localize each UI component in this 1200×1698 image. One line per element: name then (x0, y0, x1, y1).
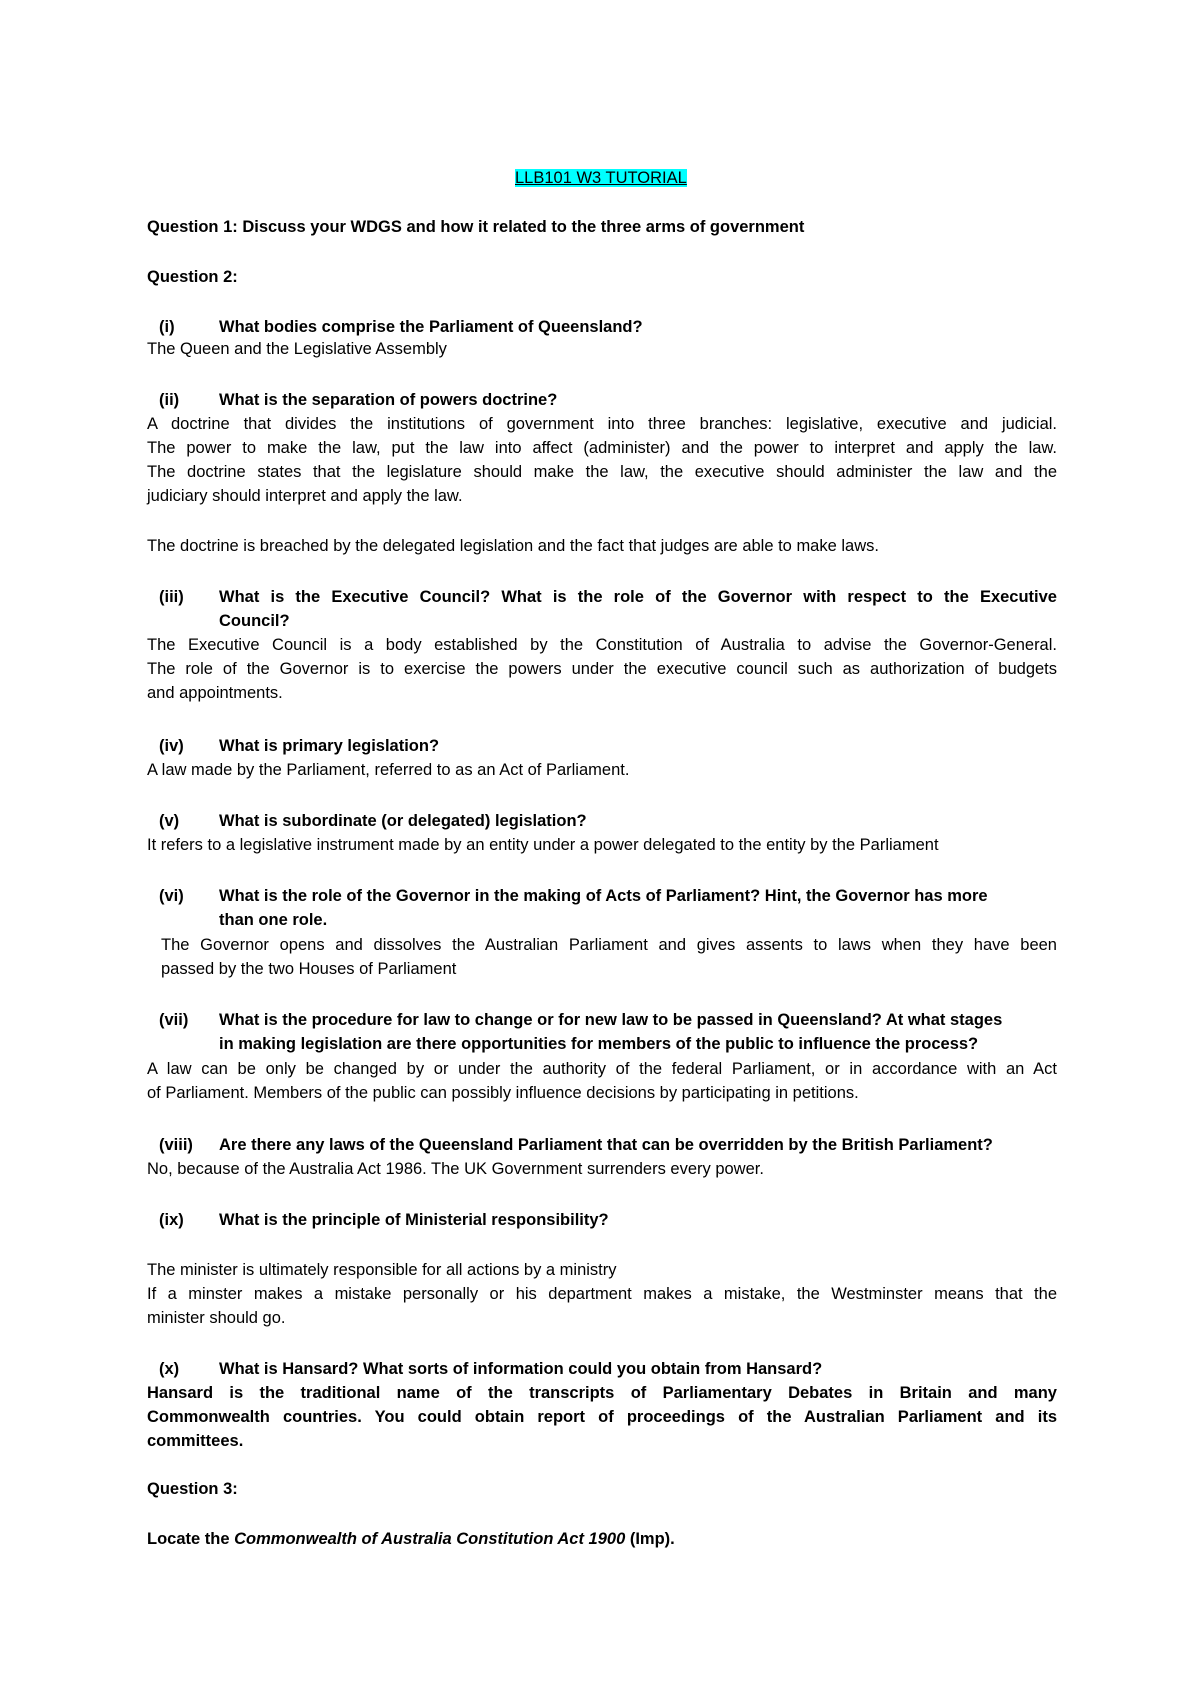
item-answer: The role of the Governor is to exercise the powers under the executive council such as authorization of budgets (147, 660, 1057, 678)
item-answer: committees. (147, 1432, 244, 1450)
page-title (515, 167, 687, 189)
item-answer: judiciary should interpret and apply the law. (147, 487, 463, 505)
item-answer: minister should go. (147, 1309, 286, 1327)
item-question: What is the procedure for law to change or for new law to be passed in Queensland? At what stages (219, 1011, 1003, 1029)
question-2-heading: Question 2: (147, 268, 238, 286)
item-answer: A law made by the Parliament, referred to as an Act of Parliament. (147, 761, 630, 779)
item-question: Council? (219, 612, 290, 630)
item-answer: The doctrine states that the legislature should make the law, the executive should administer the law and the (147, 463, 1057, 481)
item-answer: The power to make the law, put the law into affect (administer) and the power to interpret and apply the law. (147, 439, 1057, 457)
item-answer: The Governor opens and dissolves the Australian Parliament and gives assents to laws when they have been (161, 936, 1057, 954)
item-number: (vi) (159, 887, 184, 905)
item-answer: The Queen and the Legislative Assembly (147, 340, 447, 358)
item-question: What is primary legislation? (219, 737, 440, 755)
item-answer: and appointments. (147, 684, 283, 702)
item-answer: The doctrine is breached by the delegated legislation and the fact that judges are able to make laws. (147, 537, 879, 555)
item-question: Are there any laws of the Queensland Parliament that can be overridden by the British Parliament? (219, 1136, 993, 1154)
item-number: (ii) (159, 391, 180, 409)
item-question: What is the separation of powers doctrine? (219, 391, 558, 409)
title-highlight: LLB101 W3 TUTORIAL (515, 169, 687, 187)
item-answer: Commonwealth countries. You could obtain report of proceedings of the Australian Parliament and its (147, 1408, 1057, 1426)
item-answer: passed by the two Houses of Parliament (161, 960, 457, 978)
document-page (147, 0, 1057, 1698)
item-question: What is the role of the Governor in the making of Acts of Parliament? Hint, the Governor has more (219, 887, 988, 905)
q3-act-title: Commonwealth of Australia Constitution Act 1900 (234, 1530, 626, 1548)
question-1: Question 1: Discuss your WDGS and how it related to the three arms of government (147, 218, 805, 236)
item-answer: If a minster makes a mistake personally or his department makes a mistake, the Westminster means that the (147, 1285, 1057, 1303)
q3-text-post: (Imp). (625, 1530, 675, 1548)
item-question: What is subordinate (or delegated) legislation? (219, 812, 587, 830)
item-question: What is the principle of Ministerial responsibility? (219, 1211, 609, 1229)
item-number: (viii) (159, 1136, 193, 1154)
question-3-text (147, 1528, 675, 1550)
item-question: What bodies comprise the Parliament of Queensland? (219, 318, 643, 336)
item-answer: Hansard is the traditional name of the transcripts of Parliamentary Debates in Britain and many (147, 1384, 1057, 1402)
question-3-heading: Question 3: (147, 1480, 238, 1498)
item-number: (vii) (159, 1011, 189, 1029)
item-answer: A doctrine that divides the institutions of government into three branches: legislative, executive and judicial. (147, 415, 1057, 433)
item-number: (i) (159, 318, 175, 336)
item-question: What is Hansard? What sorts of information could you obtain from Hansard? (219, 1360, 823, 1378)
item-answer: It refers to a legislative instrument made by an entity under a power delegated to the entity by the Parliament (147, 836, 939, 854)
item-number: (iv) (159, 737, 184, 755)
item-answer: No, because of the Australia Act 1986. The UK Government surrenders every power. (147, 1160, 764, 1178)
item-question: than one role. (219, 911, 328, 929)
item-number: (x) (159, 1360, 180, 1378)
item-number: (v) (159, 812, 180, 830)
item-answer: The minister is ultimately responsible for all actions by a ministry (147, 1261, 617, 1279)
item-answer: A law can be only be changed by or under the authority of the federal Parliament, or in accordance with an Act (147, 1060, 1057, 1078)
q3-text-pre: Locate the (147, 1530, 235, 1548)
item-number: (iii) (159, 588, 184, 606)
item-answer: The Executive Council is a body established by the Constitution of Australia to advise the Governor-General. (147, 636, 1057, 654)
item-question: What is the Executive Council? What is the role of the Governor with respect to the Executive (219, 588, 1057, 606)
item-number: (ix) (159, 1211, 184, 1229)
item-answer: of Parliament. Members of the public can possibly influence decisions by participating in petitions. (147, 1084, 859, 1102)
item-question: in making legislation are there opportunities for members of the public to influence the process? (219, 1035, 979, 1053)
